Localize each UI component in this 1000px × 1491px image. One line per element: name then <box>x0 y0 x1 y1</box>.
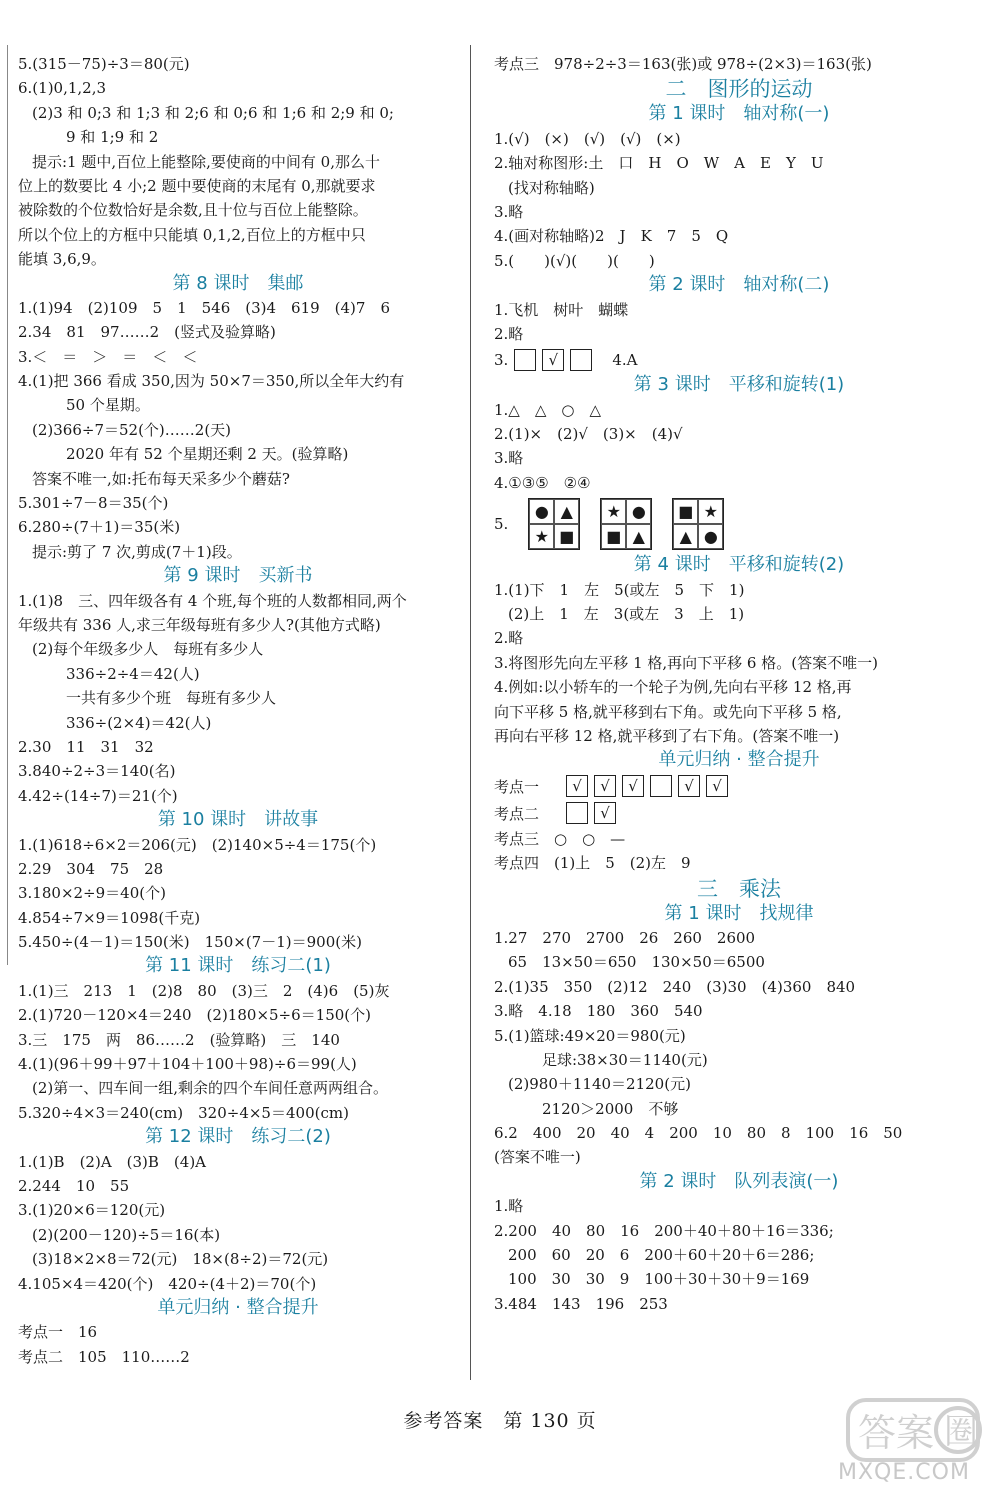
lesson-heading: 第 8 课时 集邮 <box>172 272 304 294</box>
text-line: 2120＞2000 不够 <box>542 1099 679 1118</box>
text-line: (2)980＋1140＝2120(元) <box>508 1075 691 1094</box>
text-line: 1.(1)三 213 1 (2)8 80 (3)三 2 (4)6 (5)灰 <box>18 981 390 1000</box>
question-number: 3. <box>494 350 509 369</box>
text-line: 1.(1)8 三、四年级各有 4 个班,每个班的人数都相同,两个 <box>18 591 407 610</box>
text-line: 提示:1 题中,百位上能整除,要使商的中间有 0,那么十 <box>32 152 380 171</box>
text-line: 5.(315－75)÷3＝80(元) <box>18 55 190 73</box>
text-line: 年级共有 336 人,求三年级每班有多少人?(其他方式略) <box>18 615 381 634</box>
column-divider <box>470 45 471 1380</box>
text-line: 4.(1)(96＋99＋97＋104＋100＋98)÷6＝99(人) <box>18 1055 357 1074</box>
shape-cell: ▲ <box>626 524 651 549</box>
text-line: 3.三 175 两 86……2 (验算略) 三 140 <box>18 1030 340 1049</box>
shape-cell: ■ <box>554 524 579 549</box>
shape-grid <box>672 498 724 550</box>
text-line: 336÷2÷4＝42(人) <box>66 664 200 683</box>
text-line: 4.①③⑤ ②④ <box>494 473 591 492</box>
svg-text:圈: 圈 <box>944 1412 978 1452</box>
answer-box: √ <box>706 775 728 797</box>
text-line: (2)(200－120)÷5＝16(本) <box>32 1225 221 1244</box>
text-line: 5.( )(√)( )( ) <box>494 251 655 270</box>
shape-cell: ★ <box>601 499 626 524</box>
text-line: 3.将图形先向左平移 1 格,再向下平移 6 格。(答案不唯一) <box>494 653 878 672</box>
summary-heading: 单元归纳 · 整合提升 <box>658 749 820 771</box>
text-line: 2.30 11 31 32 <box>18 737 154 756</box>
unit-heading: 三 乘法 <box>697 876 781 901</box>
text-line: (2)366÷7＝52(个)……2(天) <box>32 420 232 439</box>
answer-boxes-row <box>494 773 984 800</box>
text-line: 3.略 <box>494 202 524 221</box>
text-line: 2.轴对称图形:土 口 H O W A E Y U <box>494 154 824 173</box>
text-line: 65 13×50＝650 130×50＝6500 <box>508 953 765 972</box>
text-line: 200 60 20 6 200＋60＋20＋6＝286; <box>508 1246 815 1265</box>
text-line: 50 个星期。 <box>66 396 150 415</box>
text-line: 3.＜ ＝ ＞ ＝ ＜ ＜ <box>18 347 198 366</box>
shape-cell: ■ <box>673 499 698 524</box>
text-line: 5.320÷4×3＝240(cm) 320÷4×5＝400(cm) <box>18 1103 349 1122</box>
answer-boxes-row <box>494 800 984 827</box>
shape-cell: ▲ <box>673 524 698 549</box>
text-line: 2.略 <box>494 324 524 343</box>
answer-box <box>650 775 672 797</box>
lesson-heading: 第 4 课时 平移和旋转(2) <box>633 554 845 576</box>
text-line: 4.854÷7×9＝1098(千克) <box>18 908 201 927</box>
text-line: (找对称轴略) <box>508 178 595 197</box>
text-line: 2.244 10 55 <box>18 1176 130 1195</box>
text-line: 1.27 270 2700 26 260 2600 <box>494 928 756 947</box>
right-column <box>494 52 984 1316</box>
text-line: 1.△ △ ○ △ <box>494 400 602 419</box>
text-line: 1.(1)94 (2)109 5 1 546 (3)4 619 (4)7 6 <box>18 298 390 317</box>
svg-text:答案: 答案 <box>858 1411 935 1455</box>
lesson-heading: 第 9 课时 买新书 <box>163 565 313 587</box>
text-line: 336÷(2×4)＝42(人) <box>66 713 212 732</box>
text-line: 3.略 4.18 180 360 540 <box>494 1002 703 1021</box>
text-line: 6.2 400 20 40 4 200 10 80 8 100 16 50 <box>494 1124 903 1143</box>
text-line: 2.34 81 97……2 (竖式及验算略) <box>18 323 276 342</box>
answer-box <box>566 802 588 824</box>
lesson-heading: 第 10 课时 讲故事 <box>157 809 319 831</box>
lesson-heading: 第 1 课时 轴对称(一) <box>648 103 830 125</box>
text-line: 能填 3,6,9。 <box>18 250 106 269</box>
text-line: 4.A <box>612 350 638 369</box>
text-line: 9 和 1;9 和 2 <box>66 128 159 147</box>
text-line: 3.840÷2÷3＝140(名) <box>18 762 176 781</box>
answer-box: √ <box>594 775 616 797</box>
text-line: (2)3 和 0;3 和 1;3 和 2;6 和 0;6 和 1;6 和 2;9 和 0; <box>32 103 394 122</box>
text-line: 考点四 (1)上 5 (2)左 9 <box>494 854 691 873</box>
text-line: 4.42÷(14÷7)＝21(个) <box>18 786 178 805</box>
text-line: 3.略 <box>494 449 524 468</box>
text-line: 考点三 978÷2÷3＝163(张)或 978÷(2×3)＝163(张) <box>494 55 872 73</box>
text-line: 4.(画对称轴略)2 J K 7 5 Q <box>494 227 729 246</box>
text-line: 6.280÷(7＋1)＝35(米) <box>18 518 181 537</box>
text-line: 4.例如:以小轿车的一个轮子为例,先向右平移 12 格,再 <box>494 678 852 697</box>
text-line: 考点一 16 <box>18 1323 98 1342</box>
answer-box <box>570 349 592 371</box>
answer-box: √ <box>594 802 616 824</box>
page-footer: 参考答案 第 130 页 <box>403 1410 597 1432</box>
key-point-label: 考点二 <box>494 804 540 823</box>
text-line: 向下平移 5 格,就平移到右下角。或先向下平移 5 格, <box>494 702 842 721</box>
left-column <box>18 52 458 1369</box>
shape-cell: ■ <box>601 524 626 549</box>
shape-grids-row <box>494 495 984 553</box>
text-line: 4.105×4＝420(个) 420÷(4＋2)＝70(个) <box>18 1274 317 1293</box>
text-line: (3)18×2×8＝72(元) 18×(8÷2)＝72(元) <box>32 1250 329 1269</box>
answer-box: √ <box>678 775 700 797</box>
text-line: 2.略 <box>494 629 524 648</box>
text-line: 3.484 143 196 253 <box>494 1294 668 1313</box>
text-line: 答案不唯一,如:托布每天采多少个蘑菇? <box>32 469 290 488</box>
text-line: 1.飞机 树叶 蝴蝶 <box>494 300 629 319</box>
text-line: (2)每个年级多少人 每班有多少人 <box>32 640 264 659</box>
text-line: 所以个位上的方框中只能填 0,1,2,百位上的方框中只 <box>18 225 366 244</box>
text-line: 一共有多少个班 每班有多少人 <box>66 689 277 708</box>
text-line: 1.(1)B (2)A (3)B (4)A <box>18 1152 207 1171</box>
shape-cell: ● <box>698 524 723 549</box>
text-line: (2)上 1 左 3(或左 3 上 1) <box>508 605 745 624</box>
text-line: 考点三 ○ ○ — <box>494 829 626 848</box>
text-line: 2.200 40 80 16 200＋40＋80＋16＝336; <box>494 1221 834 1240</box>
text-line: 1.略 <box>494 1197 524 1216</box>
lesson-heading: 第 11 课时 练习二(1) <box>145 955 331 977</box>
text-line: 3.(1)20×6＝120(元) <box>18 1201 166 1220</box>
text-line: 足球:38×30＝1140(元) <box>542 1050 708 1069</box>
text-line: 2020 年有 52 个星期还剩 2 天。(验算略) <box>66 445 349 464</box>
text-line: 考点二 105 110……2 <box>18 1347 190 1366</box>
text-line: 1.(1)下 1 左 5(或左 5 下 1) <box>494 580 745 599</box>
shape-cell: ● <box>529 499 554 524</box>
text-line: 再向右平移 12 格,就平移到了右下角。(答案不唯一) <box>494 726 840 745</box>
text-line: 3.180×2÷9＝40(个) <box>18 884 166 903</box>
text-line: 1.(√) (×) (√) (√) (×) <box>494 129 681 148</box>
text-line: 2.(1)35 350 (2)12 240 (3)30 (4)360 840 <box>494 977 856 996</box>
left-margin-line <box>7 45 8 965</box>
watermark-text: MXQE.COM <box>838 1460 970 1485</box>
text-line: 2.(1)720－120×4＝240 (2)180×5÷6＝150(个) <box>18 1006 371 1025</box>
text-line: 被除数的个位数恰好是余数,且十位与百位上能整除。 <box>18 201 368 220</box>
lesson-heading: 第 2 课时 轴对称(二) <box>648 274 830 296</box>
text-line: 2.(1)× (2)√ (3)× (4)√ <box>494 425 683 444</box>
shape-cell: ● <box>626 499 651 524</box>
text-line: 5.(1)篮球:49×20＝980(元) <box>494 1026 686 1045</box>
answer-box: √ <box>542 349 564 371</box>
shape-grid <box>600 498 652 550</box>
answer-boxes-row <box>494 346 984 373</box>
text-line: 位上的数要比 4 小;2 题中要使商的末尾有 0,那就要求 <box>18 176 376 195</box>
answer-box <box>514 349 536 371</box>
text-line: (2)第一、四车间一组,剩余的四个车间任意两两组合。 <box>32 1079 389 1098</box>
lesson-heading: 第 3 课时 平移和旋转(1) <box>633 374 845 396</box>
text-line: 提示:剪了 7 次,剪成(7＋1)段。 <box>32 542 242 561</box>
key-point-label: 考点一 <box>494 777 540 796</box>
text-line: 2.29 304 75 28 <box>18 859 164 878</box>
text-line: (答案不唯一) <box>494 1148 581 1167</box>
text-line: 6.(1)0,1,2,3 <box>18 79 107 98</box>
shape-cell: ★ <box>698 499 723 524</box>
text-line: 4.(1)把 366 看成 350,因为 50×7＝350,所以全年大约有 <box>18 372 405 391</box>
lesson-heading: 第 1 课时 找规律 <box>664 902 814 924</box>
question-number: 5. <box>494 515 509 534</box>
text-line: 1.(1)618÷6×2＝206(元) (2)140×5÷4＝175(个) <box>18 835 377 854</box>
answer-box: √ <box>566 775 588 797</box>
shape-grid <box>528 498 580 550</box>
unit-heading: 二 图形的运动 <box>665 77 813 102</box>
text-line: 100 30 30 9 100＋30＋30＋9＝169 <box>508 1270 810 1289</box>
shape-cell: ★ <box>529 524 554 549</box>
text-line: 5.301÷7－8＝35(个) <box>18 494 169 513</box>
answer-box: √ <box>622 775 644 797</box>
lesson-heading: 第 2 课时 队列表演(一) <box>639 1170 839 1192</box>
text-line: 5.450÷(4－1)＝150(米) 150×(7－1)＝900(米) <box>18 933 362 952</box>
lesson-heading: 单元归纳 · 整合提升 <box>157 1296 319 1318</box>
shape-cell: ▲ <box>554 499 579 524</box>
lesson-heading: 第 12 课时 练习二(2) <box>145 1126 331 1148</box>
